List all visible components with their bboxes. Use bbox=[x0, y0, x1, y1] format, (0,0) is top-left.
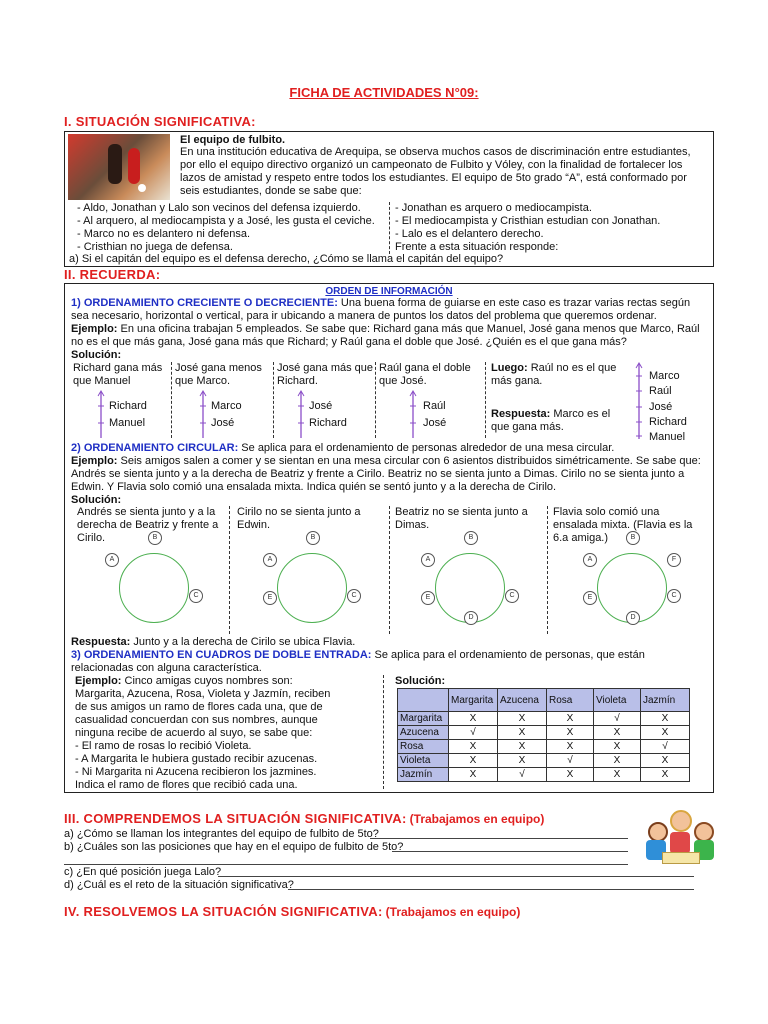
clue: Indica el ramo de flores que recibió cada una. bbox=[75, 779, 298, 791]
table-cell: X bbox=[547, 768, 594, 782]
table-cell: √ bbox=[641, 740, 690, 754]
table-circle bbox=[119, 553, 189, 623]
table-row bbox=[398, 754, 690, 768]
round-table-4 bbox=[587, 534, 677, 623]
table-cell: X bbox=[594, 768, 641, 782]
clue: - Cristhian no juega de defensa. bbox=[77, 241, 233, 253]
clue: - A Margarita le hubiera gustado recibir azucenas. bbox=[75, 753, 318, 765]
circ-step-3: Beatriz no se sienta junto a Dimas. bbox=[395, 506, 528, 531]
example-text: Seis amigos salen a comer y se sientan en una mesa circular con 6 asientos distribuidos simétricamente. Se sabe que: Andrés se sienta junto y a la derecha de Beatriz y frente a Cirilo. Beatriz no se sienta junto a Dimas. Cirilo no se sienta junto a Edwin. Y Flavia solo comió una ensalada mixta. Indica quién se sentó junto y a la derecha de Cirilo. bbox=[71, 455, 701, 493]
clue: - Ni Margarita ni Azucena recibieron los jazmines. bbox=[75, 766, 317, 778]
answer-line[interactable] bbox=[392, 851, 628, 852]
answer-line[interactable] bbox=[218, 876, 694, 877]
section-3-note: (Trabajamos en equipo) bbox=[409, 812, 545, 826]
table-cell: X bbox=[498, 740, 547, 754]
circ-divider bbox=[229, 506, 230, 634]
seat-c: C bbox=[505, 589, 519, 603]
order-name: Richard bbox=[649, 416, 687, 428]
section-3-title: III. COMPRENDEMOS LA SITUACIÓN SIGNIFICATIVA: bbox=[64, 811, 407, 826]
step-divider bbox=[485, 362, 486, 438]
row-header: Violeta bbox=[398, 754, 449, 768]
col-header: Jazmín bbox=[641, 689, 690, 712]
part-3-heading: 3) ORDENAMIENTO EN CUADROS DE DOBLE ENTRADA: bbox=[71, 649, 372, 661]
part-1-intro bbox=[71, 297, 709, 323]
circ-step-2: Cirilo no se sienta junto a Edwin. bbox=[237, 506, 361, 531]
clue-divider bbox=[389, 202, 390, 254]
step-top-name: Raúl bbox=[423, 400, 446, 412]
clue: - Marco no es delantero ni defensa. bbox=[77, 228, 251, 240]
step-bottom-name: José bbox=[423, 417, 447, 429]
circ-step-1: Andrés se sienta junto y a la derecha de Beatriz y frente a Cirilo. bbox=[77, 506, 219, 544]
answer-label: Respuesta: bbox=[491, 408, 551, 420]
example-text: En una oficina trabajan 5 empleados. Se sabe que: Richard gana más que Manuel, José gana menos que Marco, Raúl no es el que más gana, José gana más que Richard; y Raúl gana el doble que José. ¿Quién es el que gana más? bbox=[71, 323, 700, 348]
answer-line[interactable] bbox=[64, 864, 628, 865]
step-divider bbox=[375, 362, 376, 438]
seat-b: B bbox=[626, 531, 640, 545]
step-bottom-name: José bbox=[211, 417, 235, 429]
box-title: ORDEN DE INFORMACIÓN bbox=[325, 286, 453, 297]
section-4-note: (Trabajamos en equipo) bbox=[385, 905, 521, 919]
table-row bbox=[398, 768, 690, 782]
table-cell: X bbox=[449, 768, 498, 782]
answer-text: Junto y a la derecha de Cirilo se ubica Flavia. bbox=[130, 636, 356, 648]
order-name: Raúl bbox=[649, 385, 672, 397]
example-label: Ejemplo: bbox=[71, 455, 118, 467]
step-conclusion bbox=[491, 362, 621, 434]
answer-line[interactable] bbox=[288, 889, 694, 890]
clue: Frente a esta situación responde: bbox=[395, 241, 559, 253]
table-cell: X bbox=[498, 712, 547, 726]
table-row bbox=[398, 740, 690, 754]
order-name: Manuel bbox=[649, 431, 686, 443]
step-divider bbox=[171, 362, 172, 438]
table-cell: X bbox=[449, 754, 498, 768]
step-1 bbox=[73, 362, 169, 429]
seat-c: C bbox=[667, 589, 681, 603]
seat-e: E bbox=[421, 591, 435, 605]
table-cell: X bbox=[498, 754, 547, 768]
table-cell: X bbox=[449, 740, 498, 754]
section-1-title: I. SITUACIÓN SIGNIFICATIVA: bbox=[64, 114, 256, 129]
seat-c: C bbox=[189, 589, 203, 603]
question-b: b) ¿Cuáles son las posiciones que hay en el equipo de fulbito de 5to? bbox=[64, 841, 404, 853]
seat-d: D bbox=[464, 611, 478, 625]
left-clues bbox=[77, 202, 389, 254]
circ-step-4: Flavia solo comió una ensalada mixta. (Flavia es la 6.a amiga.) bbox=[553, 506, 693, 544]
kids-illustration bbox=[644, 808, 716, 864]
ex3-divider bbox=[383, 675, 384, 789]
part-2-heading: 2) ORDENAMIENTO CIRCULAR: bbox=[71, 442, 239, 454]
example-2 bbox=[71, 455, 709, 494]
table-cell: X bbox=[594, 754, 641, 768]
clue: - El ramo de rosas lo recibió Violeta. bbox=[75, 740, 252, 752]
part-1-heading: 1) ORDENAMIENTO CRECIENTE O DECRECIENTE: bbox=[71, 297, 338, 309]
up-arrow-icon bbox=[297, 390, 305, 440]
ordering-steps bbox=[71, 362, 709, 443]
table-cell: √ bbox=[498, 768, 547, 782]
seat-a: A bbox=[421, 553, 435, 567]
seat-a: A bbox=[263, 553, 277, 567]
luego-text: Raúl no es el que más gana. bbox=[491, 362, 617, 387]
situation-box bbox=[64, 131, 714, 267]
example-label: Ejemplo: bbox=[75, 675, 122, 687]
step-top-name: Marco bbox=[211, 400, 242, 412]
table-corner bbox=[398, 689, 449, 712]
solution-label: Solución: bbox=[71, 494, 122, 506]
row-header: Azucena bbox=[398, 726, 449, 740]
step-2 bbox=[175, 362, 271, 429]
seat-c: C bbox=[347, 589, 361, 603]
order-name: José bbox=[649, 401, 673, 413]
solution-label: Solución: bbox=[395, 675, 446, 687]
part-3-text: Se aplica para el ordenamiento de personas, que están relacionadas con alguna característica. bbox=[71, 649, 645, 674]
document-title: FICHA DE ACTIVIDADES N°09: bbox=[289, 85, 479, 100]
example-1 bbox=[71, 323, 709, 349]
order-name: Marco bbox=[649, 370, 680, 382]
recuerda-box bbox=[64, 283, 714, 793]
table-cell: X bbox=[641, 726, 690, 740]
table-cell: X bbox=[594, 726, 641, 740]
luego-label: Luego: bbox=[491, 362, 528, 374]
table-cell: X bbox=[641, 754, 690, 768]
step-bottom-name: Richard bbox=[309, 417, 347, 429]
seat-b: B bbox=[148, 531, 162, 545]
up-arrow-icon bbox=[409, 390, 417, 440]
col-header: Rosa bbox=[547, 689, 594, 712]
clue: - El mediocampista y Cristhian estudian con Jonathan. bbox=[395, 215, 661, 227]
table-cell: X bbox=[547, 726, 594, 740]
final-order bbox=[635, 362, 705, 443]
table-cell: X bbox=[641, 768, 690, 782]
seat-b: B bbox=[306, 531, 320, 545]
row-header: Rosa bbox=[398, 740, 449, 754]
answer-text: Marco es el que gana más. bbox=[491, 408, 611, 433]
soccer-photo bbox=[68, 134, 170, 200]
example-3 bbox=[75, 675, 341, 792]
answer-line[interactable] bbox=[370, 838, 628, 839]
round-table-3 bbox=[425, 534, 515, 623]
example-label: Ejemplo: bbox=[71, 323, 118, 335]
answer-label: Respuesta: bbox=[71, 636, 131, 648]
part-1-text: Una buena forma de guiarse en este caso es trazar varias rectas según sea necesario, horizontal o vertical, para ir ubicando a manera de puntos los datos del problema que queremos ordenar. bbox=[71, 297, 691, 322]
up-arrow-icon bbox=[199, 390, 207, 440]
row-header: Margarita bbox=[398, 712, 449, 726]
right-clues bbox=[395, 202, 711, 254]
clue: - Lalo es el delantero derecho. bbox=[395, 228, 544, 240]
table-cell: √ bbox=[547, 754, 594, 768]
table-cell: X bbox=[449, 712, 498, 726]
step-text: José gana menos que Marco. bbox=[175, 362, 262, 387]
seat-d: D bbox=[626, 611, 640, 625]
row-header: Jazmín bbox=[398, 768, 449, 782]
clue: - Aldo, Jonathan y Lalo son vecinos del defensa izquierdo. bbox=[77, 202, 361, 214]
situation-question: a) Si el capitán del equipo es el defensa derecho, ¿Cómo se llama el capitán del equipo? bbox=[69, 253, 504, 265]
table-cell: X bbox=[547, 740, 594, 754]
clue: - Al arquero, al mediocampista y a José, les gusta el ceviche. bbox=[77, 215, 375, 227]
step-text: Richard gana más que Manuel bbox=[73, 362, 163, 387]
example-text: Cinco amigas cuyos nombres son: Margarita, Azucena, Rosa, Violeta y Jazmín, reciben de sus amigos un ramo de flores cada una, que de casualidad concuerdan con sus nombres, aunque ninguna recibe de acuerdo al suyo, se sabe que: bbox=[75, 675, 331, 739]
seat-a: A bbox=[583, 553, 597, 567]
section-4-title: IV. RESOLVEMOS LA SITUACIÓN SIGNIFICATIVA: bbox=[64, 904, 383, 919]
section-3-header bbox=[64, 812, 544, 827]
step-text: Raúl gana el doble que José. bbox=[379, 362, 471, 387]
answer-2 bbox=[71, 636, 355, 649]
question-a: a) ¿Cómo se llaman los integrantes del equipo de fulbito de 5to? bbox=[64, 828, 379, 840]
step-top-name: José bbox=[309, 400, 333, 412]
circ-divider bbox=[389, 506, 390, 634]
seat-e: E bbox=[263, 591, 277, 605]
circular-steps bbox=[71, 506, 709, 634]
table-cell: X bbox=[641, 712, 690, 726]
seat-f: F bbox=[667, 553, 681, 567]
part-3-intro bbox=[71, 649, 709, 675]
seat-e: E bbox=[583, 591, 597, 605]
part-2-intro bbox=[71, 442, 709, 455]
section-4-header bbox=[64, 905, 520, 920]
solution-label: Solución: bbox=[71, 349, 122, 361]
table-circle bbox=[277, 553, 347, 623]
table-cell: X bbox=[594, 740, 641, 754]
round-table-1 bbox=[109, 534, 199, 623]
seat-b: B bbox=[464, 531, 478, 545]
situation-intro: En una institución educativa de Arequipa, se observa muchos casos de discriminación entre estudiantes, por ello el equipo directivo organizó un campeonato de Fulbito y Vóley, con la finalidad de fortalecer los lazos de amistad y respeto entre todos los estudiantes. El equipo de 5to grado “A”, está conformado por seis estudiantes, donde se sabe que: bbox=[180, 146, 691, 197]
step-bottom-name: Manuel bbox=[109, 417, 146, 429]
part-2-text: Se aplica para el ordenamiento de personas alrededor de una mesa circular. bbox=[238, 442, 615, 454]
question-d: d) ¿Cuál es el reto de la situación significativa? bbox=[64, 879, 294, 891]
round-table-2 bbox=[267, 534, 357, 623]
table-cell: X bbox=[547, 712, 594, 726]
step-divider bbox=[273, 362, 274, 438]
col-header: Azucena bbox=[498, 689, 547, 712]
up-arrow-icon bbox=[635, 362, 643, 440]
col-header: Violeta bbox=[594, 689, 641, 712]
step-3 bbox=[277, 362, 374, 429]
col-header: Margarita bbox=[449, 689, 498, 712]
step-4 bbox=[379, 362, 483, 429]
clue: - Jonathan es arquero o mediocampista. bbox=[395, 202, 592, 214]
table-cell: X bbox=[498, 726, 547, 740]
step-text: José gana más que Richard. bbox=[277, 362, 374, 387]
table-cell: √ bbox=[449, 726, 498, 740]
circ-divider bbox=[547, 506, 548, 634]
up-arrow-icon bbox=[97, 390, 105, 440]
double-entry-table bbox=[397, 688, 690, 782]
table-row bbox=[398, 726, 690, 740]
seat-a: A bbox=[105, 553, 119, 567]
situation-subtitle: El equipo de fulbito. bbox=[180, 134, 286, 146]
table-row bbox=[398, 712, 690, 726]
question-c: c) ¿En qué posición juega Lalo? bbox=[64, 866, 222, 878]
section-2-title: II. RECUERDA: bbox=[64, 267, 161, 282]
step-top-name: Richard bbox=[109, 400, 147, 412]
table-cell: √ bbox=[594, 712, 641, 726]
